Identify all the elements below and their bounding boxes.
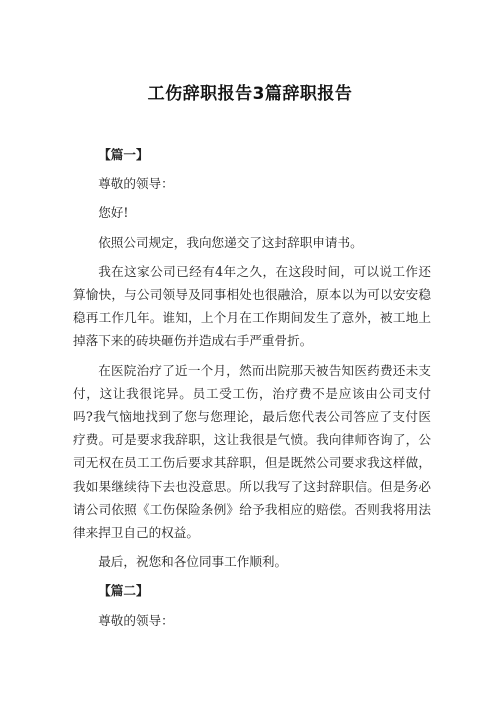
section-heading: 【篇二】 — [98, 583, 149, 599]
paragraph: 最后，祝您和各位同事工作顺利。 — [98, 554, 288, 570]
salutation: 尊敬的领导： — [98, 176, 174, 192]
document-body — [73, 143, 431, 638]
section-heading: 【篇一】 — [98, 147, 149, 162]
paragraph: 我在这家公司已经有4年之久，在这段时间，可以说工作还算愉快，与公司领导及同事相处也很融洽，原本以为可以安安稳稳再工作几年。谁知，上个月在工作期间发生了意外，被工地上掉落下来的砖块砸伤并造成右手严重骨折。 — [73, 263, 431, 349]
paragraph: 在医院治疗了近一个月，然而出院那天被告知医药费还未支付，这让我很诧异。员工受工伤，治疗费不是应该由公司支付吗?我气恼地找到了您与您理论，最后您代表公司答应了支付医疗费。可是要求我辞职，这让我很是气愤。我向律师咨询了，公司无权在员工工伤后要求其辞职，但是既然公司要求我这样做，我如果继续待下去也没意思。所以我写了这封辞职信。但是务必请公司依照《工伤保险条例》给予我相应的赔偿。否则我将用法律来捍卫自己的权益。 — [73, 362, 431, 541]
document-title: 工伤辞职报告3篇辞职报告 — [147, 84, 353, 104]
salutation: 尊敬的领导： — [98, 612, 174, 628]
greeting: 您好! — [98, 205, 129, 221]
paragraph: 依照公司规定，我向您递交了这封辞职申请书。 — [98, 234, 363, 250]
